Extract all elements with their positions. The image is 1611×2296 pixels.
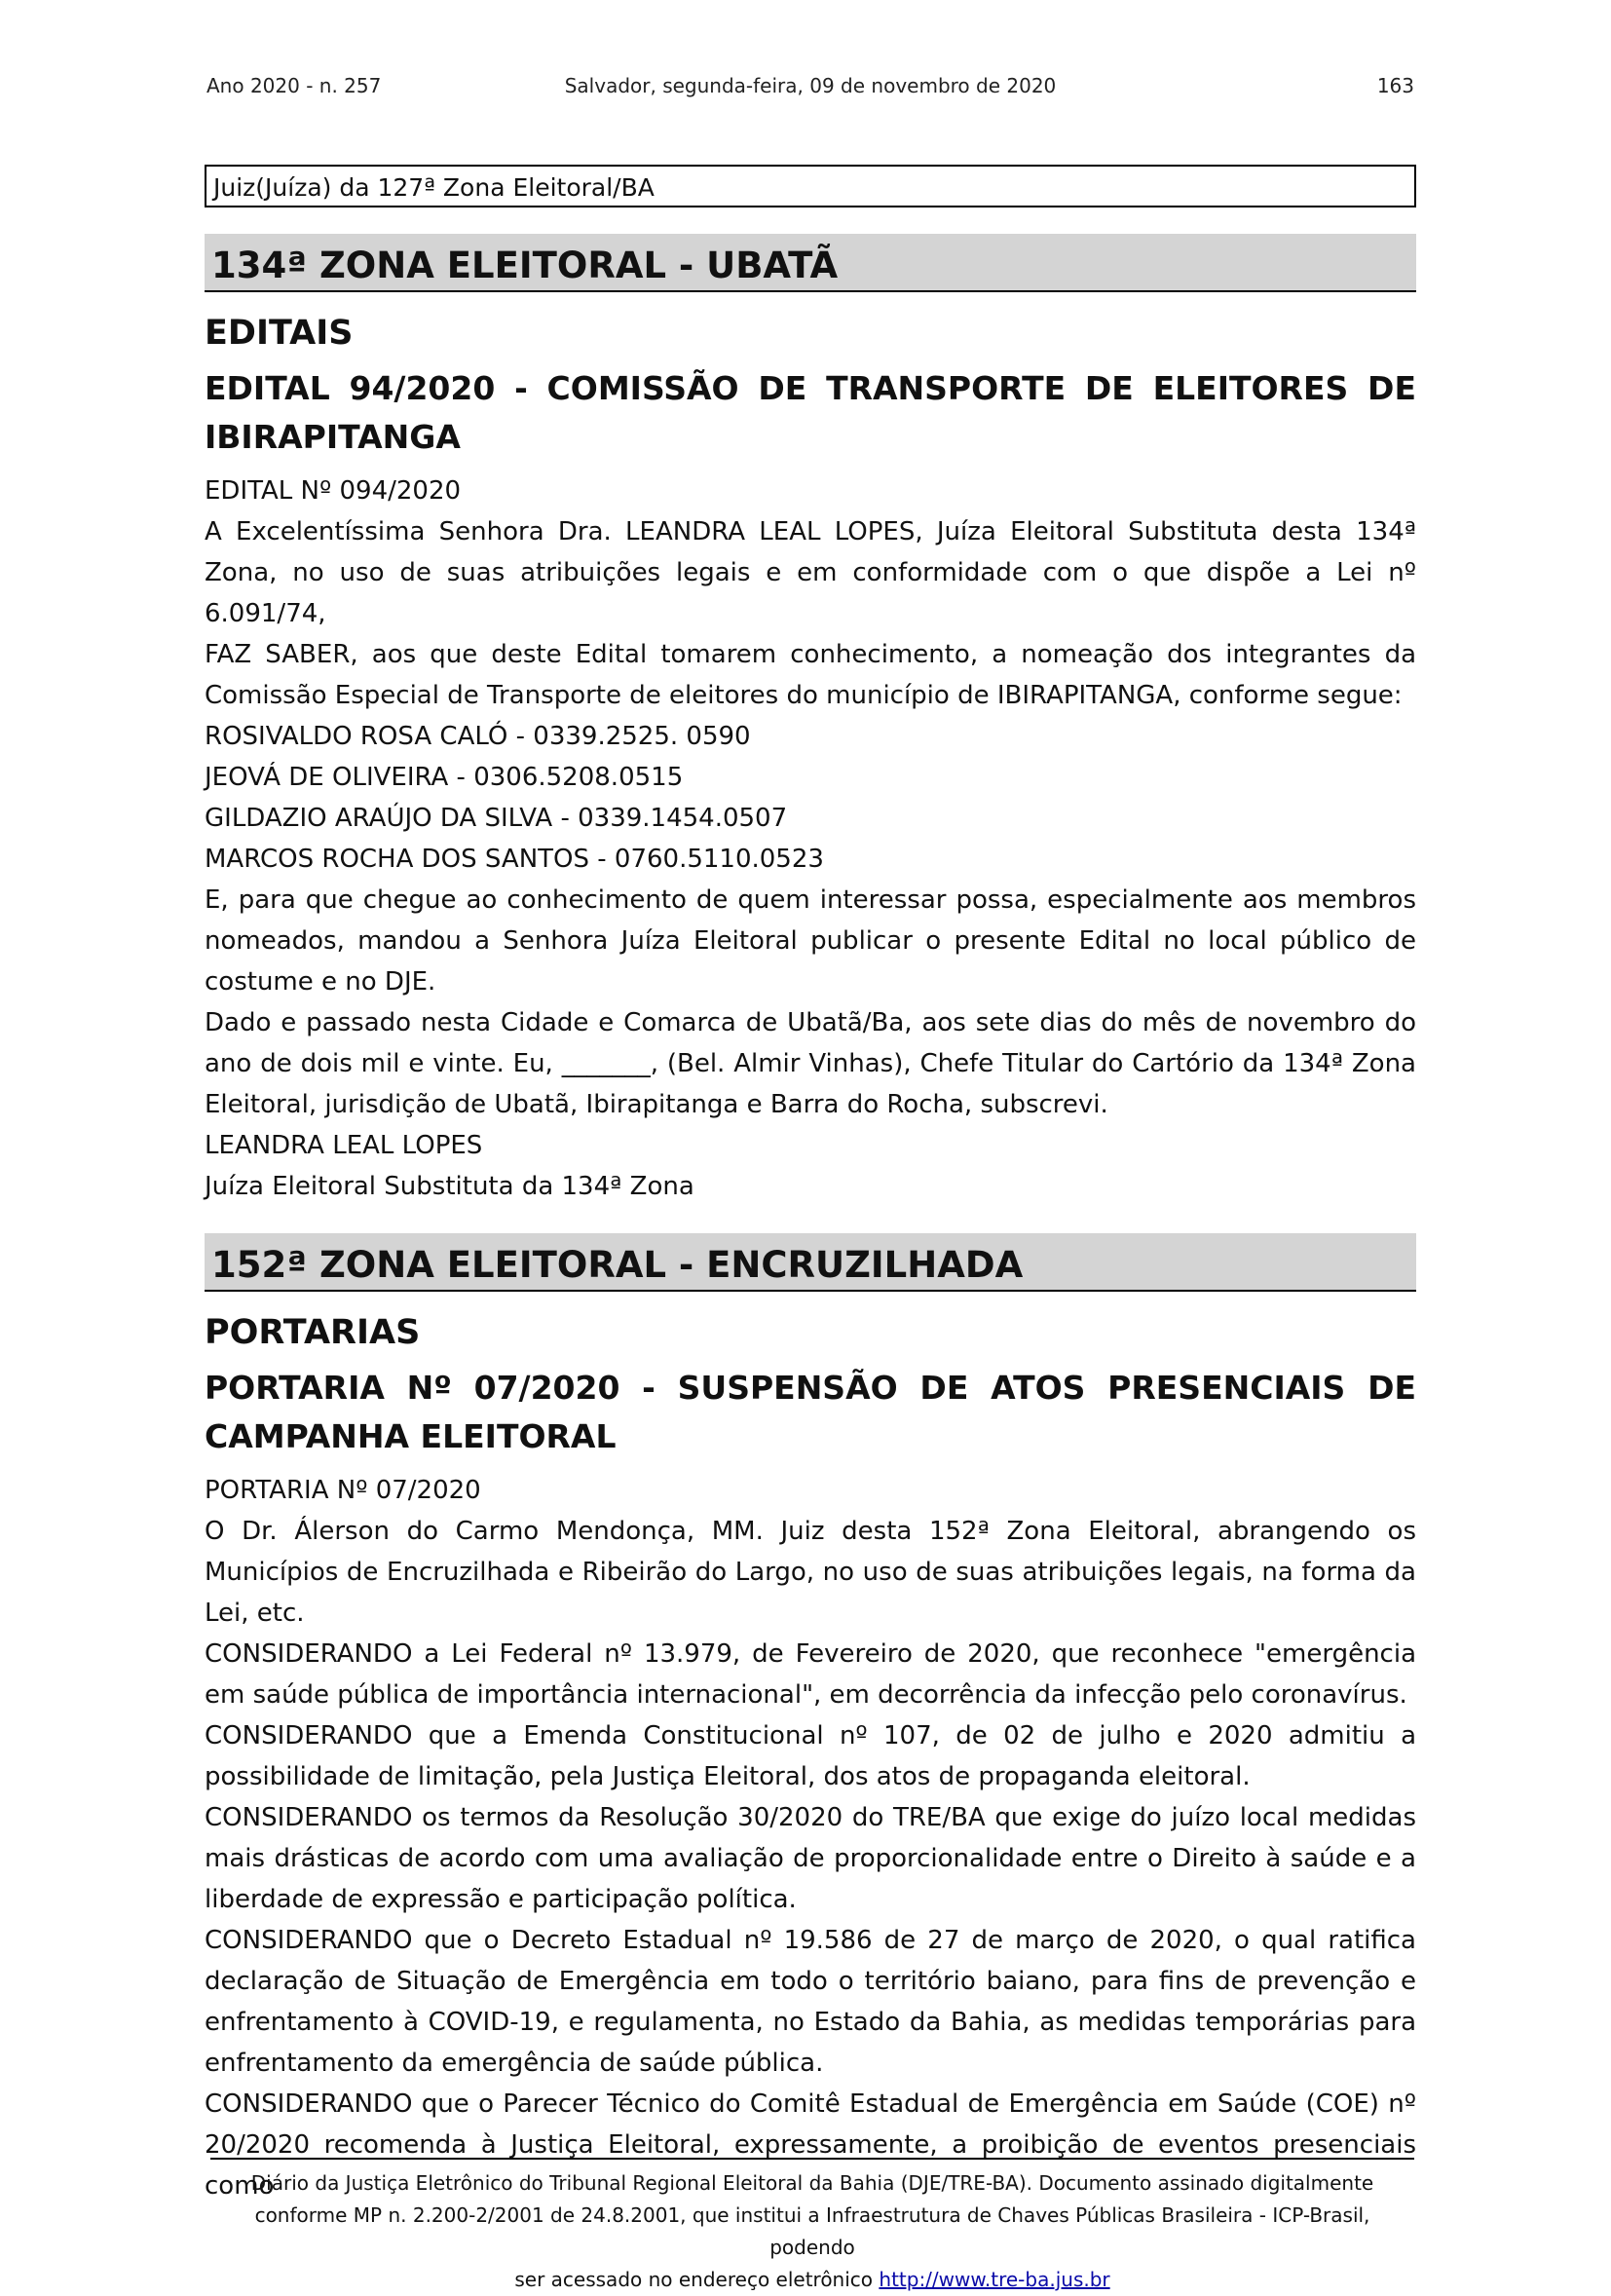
- paragraph: PORTARIA Nº 07/2020: [205, 1476, 481, 1505]
- tre-ba-website-link[interactable]: http://www.tre-ba.jus.br: [879, 2268, 1110, 2291]
- paragraph: E, para que chegue ao conhecimento de quem interessar possa, especialmente aos membros nomeados, mandou a Senhora Juíza Eleitoral publicar o presente Edital no local público de costume e no DJE.: [205, 885, 1416, 997]
- page-footer: [210, 2158, 1414, 2296]
- page-number: 163: [1376, 74, 1414, 97]
- paragraph: Dado e passado nesta Cidade e Comarca de Ubatã/Ba, aos sete dias do mês de novembro do ano de dois mil e vinte. Eu, _______, (Bel. Almir Vinhas), Chefe Titular do Cartório da 134ª Zona Eleitoral, jurisdição de Ubatã, Ibirapitanga e Barra do Rocha, subscrevi.: [205, 1008, 1416, 1119]
- paragraph: LEANDRA LEAL LOPES: [205, 1131, 483, 1160]
- paragraph: CONSIDERANDO que o Decreto Estadual nº 19.586 de 27 de março de 2020, o qual ratifica declaração de Situação de Emergência em todo o território baiano, para fins de prevenção e enfrentamento à COVID-19, e regulamenta, no Estado da Bahia, as medidas temporárias para enfrentamento da emergência de saúde pública.: [205, 1926, 1416, 2078]
- footer-line: [210, 2264, 1414, 2296]
- paragraph: FAZ SABER, aos que deste Edital tomarem conhecimento, a nomeação dos integrantes da Comissão Especial de Transporte de eleitores do município de IBIRAPITANGA, conforme segue:: [205, 640, 1416, 710]
- paragraph: CONSIDERANDO que o Parecer Técnico do Comitê Estadual de Emergência em Saúde (COE) nº 20/2020 recomenda à Justiça Eleitoral, expressamente, a proibição de eventos presenciais como: [205, 2089, 1416, 2201]
- footer-url-prefix: ser acessado no endereço eletrônico: [514, 2268, 874, 2291]
- footer-line: Diário da Justiça Eletrônico do Tribunal Regional Eleitoral da Bahia (DJE/TRE-BA). Documento assinado digitalmente: [250, 2171, 1374, 2195]
- paragraph: EDITAL Nº 094/2020: [205, 476, 462, 506]
- paragraph: ROSIVALDO ROSA CALÓ - 0339.2525. 0590: [205, 722, 751, 751]
- page-header: [206, 74, 1414, 103]
- issue-number: Ano 2020 - n. 257: [206, 74, 382, 97]
- edital-title: EDITAL 94/2020 - COMISSÃO DE TRANSPORTE DE ELEITORES DE IBIRAPITANGA: [205, 369, 1416, 456]
- zone-heading-152: 152ª ZONA ELEITORAL - ENCRUZILHADA: [205, 1233, 1416, 1292]
- previous-signature-box: Juiz(Juíza) da 127ª Zona Eleitoral/BA: [205, 165, 1416, 207]
- paragraph: CONSIDERANDO os termos da Resolução 30/2020 do TRE/BA que exige do juízo local medidas mais drásticas de acordo com uma avaliação de proporcionalidade entre o Direito à saúde e a liberdade de expressão e participação política.: [205, 1803, 1416, 1914]
- paragraph: JEOVÁ DE OLIVEIRA - 0306.5208.0515: [205, 763, 684, 792]
- section-heading-portarias: PORTARIAS: [205, 1313, 421, 1352]
- footer-line: conforme MP n. 2.200-2/2001 de 24.8.2001, que institui a Infraestrutura de Chaves Públicas Brasileira - ICP-Brasil, podendo: [254, 2203, 1370, 2259]
- page-content: [205, 165, 1416, 2206]
- paragraph: MARCOS ROCHA DOS SANTOS - 0760.5110.0523: [205, 845, 824, 874]
- portaria-body: [205, 1470, 1416, 2206]
- portaria-title: PORTARIA Nº 07/2020 - SUSPENSÃO DE ATOS PRESENCIAIS DE CAMPANHA ELEITORAL: [205, 1369, 1416, 1455]
- section-heading-editais: EDITAIS: [205, 314, 354, 353]
- paragraph: O Dr. Álerson do Carmo Mendonça, MM. Juiz desta 152ª Zona Eleitoral, abrangendo os Municípios de Encruzilhada e Ribeirão do Largo, no uso de suas atribuições legais, na forma da Lei, etc.: [205, 1517, 1416, 1628]
- paragraph: CONSIDERANDO que a Emenda Constitucional nº 107, de 02 de julho e 2020 admitiu a possibilidade de limitação, pela Justiça Eleitoral, dos atos de propaganda eleitoral.: [205, 1721, 1416, 1791]
- publication-date: Salvador, segunda-feira, 09 de novembro de 2020: [564, 74, 1057, 97]
- zone-heading-134: 134ª ZONA ELEITORAL - UBATÃ: [205, 234, 1416, 292]
- paragraph: CONSIDERANDO a Lei Federal nº 13.979, de Fevereiro de 2020, que reconhece "emergência em saúde pública de importância internacional", em decorrência da infecção pelo coronavírus.: [205, 1639, 1416, 1710]
- edital-body: [205, 470, 1416, 1207]
- paragraph: GILDAZIO ARAÚJO DA SILVA - 0339.1454.0507: [205, 804, 788, 833]
- paragraph: Juíza Eleitoral Substituta da 134ª Zona: [205, 1172, 694, 1201]
- paragraph: A Excelentíssima Senhora Dra. LEANDRA LEAL LOPES, Juíza Eleitoral Substituta desta 134ª Zona, no uso de suas atribuições legais e em conformidade com o que dispõe a Lei nº 6.091/74,: [205, 517, 1416, 628]
